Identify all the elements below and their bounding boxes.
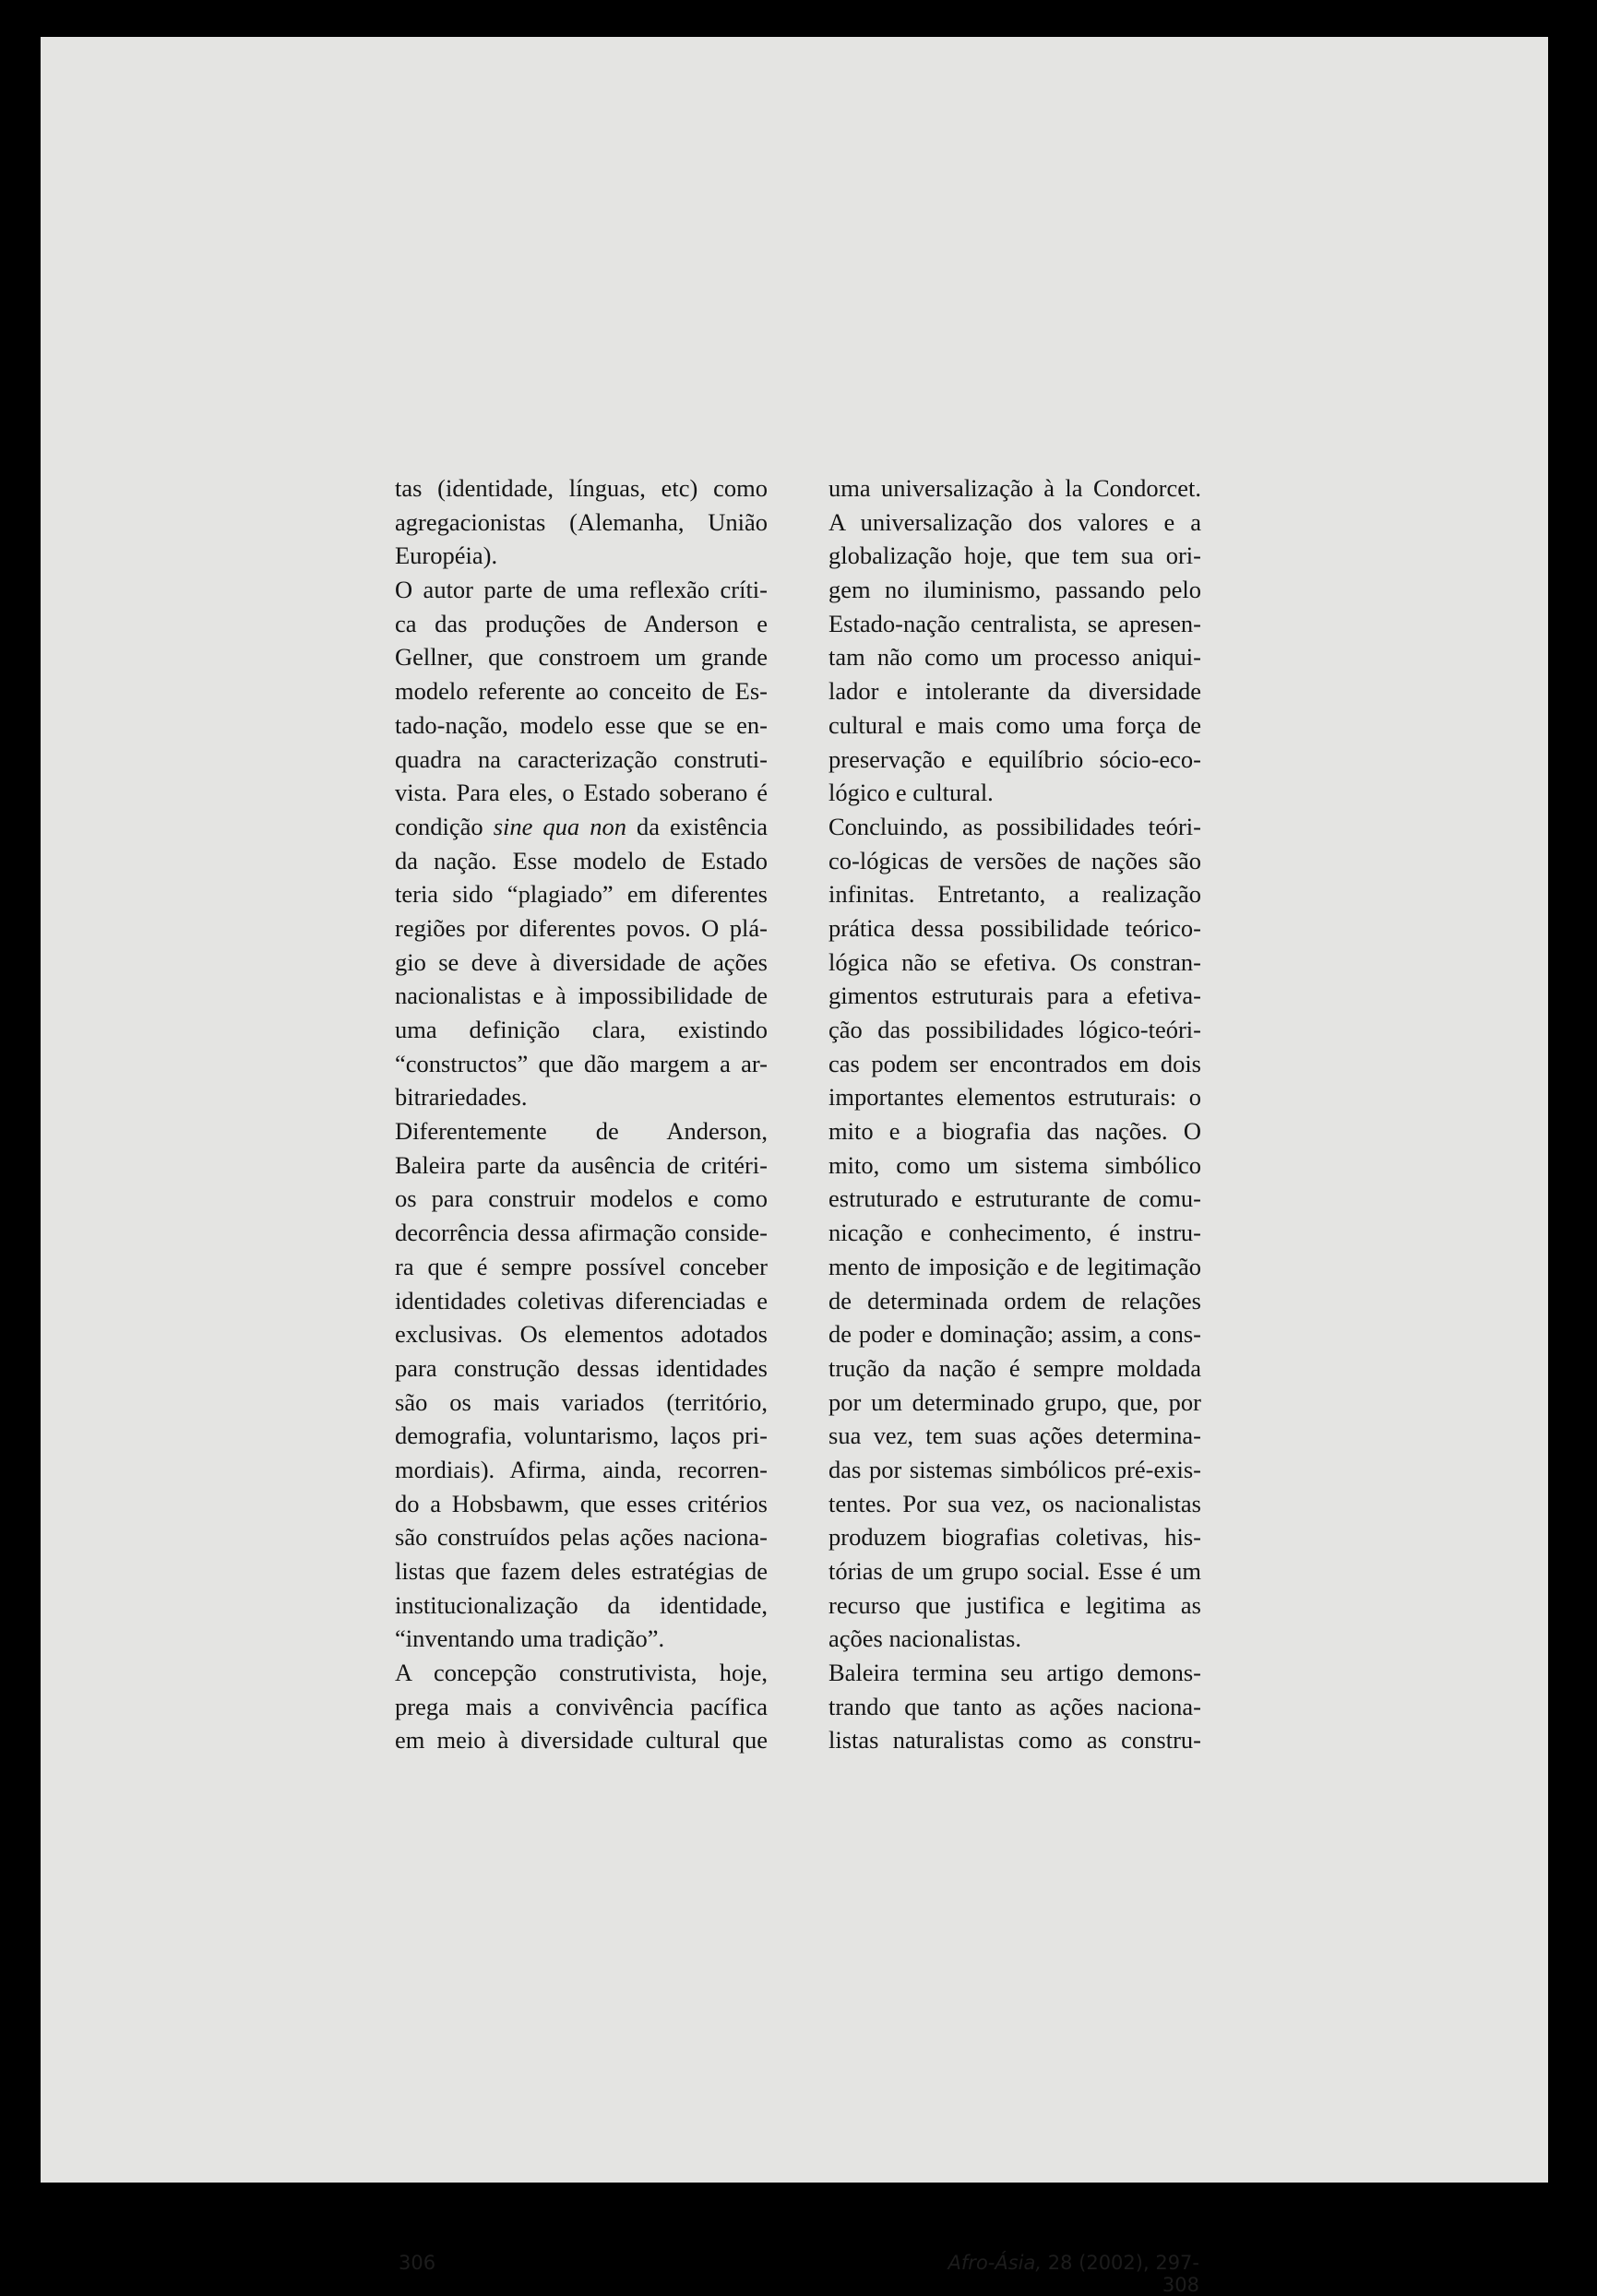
- text-line: ra que é sempre possível conceber: [395, 1252, 768, 1280]
- text-line: produzem biografias coletivas, his-: [828, 1523, 1201, 1552]
- text-line: das por sistemas simbólicos pré-exis-: [828, 1455, 1201, 1483]
- text-line: Baleira parte da ausência de critéri-: [395, 1150, 768, 1179]
- text-line: agregacionistas (Alemanha, União: [395, 507, 768, 536]
- text-line: ca das produções de Anderson e: [395, 609, 768, 637]
- text-line: de poder e dominação; assim, a cons-: [828, 1320, 1201, 1349]
- text-line: estruturado e estruturante de comu-: [828, 1184, 1201, 1213]
- text-line: os para construir modelos e como: [395, 1184, 768, 1213]
- text-line: mordiais). Afirma, ainda, recorren-: [395, 1455, 768, 1483]
- text-line: Estado-nação centralista, se apresen-: [828, 609, 1201, 637]
- text-line: condição sine qua non da existência: [395, 812, 768, 840]
- text-line: sua vez, tem suas ações determina-: [828, 1422, 1201, 1450]
- text-line: tado-nação, modelo esse que se en-: [395, 710, 768, 739]
- text-line: co-lógicas de versões de nações são: [828, 846, 1201, 874]
- text-line: uma definição clara, existindo: [395, 1016, 768, 1043]
- right-text-column: [828, 471, 1201, 1757]
- text-line: teria sido “plagiado” em diferentes: [395, 880, 768, 909]
- text-line: são construídos pelas ações naciona-: [395, 1523, 768, 1552]
- text-line: demografia, voluntarismo, laços pri-: [395, 1422, 768, 1450]
- text-line: prega mais a convivência pacífica: [395, 1692, 768, 1720]
- text-line: prática dessa possibilidade teórico-: [828, 913, 1201, 942]
- text-line: identidades coletivas diferenciadas e: [395, 1286, 768, 1315]
- text-line: Gellner, que constroem um grande: [395, 643, 768, 672]
- text-line: vista. Para eles, o Estado soberano é: [395, 779, 768, 807]
- text-line: da nação. Esse modelo de Estado: [395, 846, 768, 874]
- text-line: tentes. Por sua vez, os nacionalistas: [828, 1489, 1201, 1517]
- text-line: gimentos estruturais para a efetiva-: [828, 981, 1201, 1010]
- text-line: A universalização dos valores e a: [828, 507, 1201, 536]
- text-line: “constructos” que dão margem a ar-: [395, 1049, 768, 1077]
- journal-name: Afro-Ásia,: [947, 2252, 1043, 2274]
- text-line: importantes elementos estruturais: o: [828, 1083, 1201, 1112]
- text-line: de determinada ordem de relações: [828, 1286, 1201, 1315]
- text-line: nicação e conhecimento, é instru-: [828, 1219, 1201, 1247]
- journal-citation: [923, 2252, 1199, 2296]
- text-line: infinitas. Entretanto, a realização: [828, 880, 1201, 909]
- text-line: “inventando uma tradição”.: [395, 1624, 665, 1653]
- text-line: tórias de um grupo social. Esse é um: [828, 1557, 1201, 1585]
- text-line: lógica não se efetiva. Os constran-: [828, 947, 1201, 976]
- text-line: cas podem ser encontrados em dois: [828, 1049, 1201, 1077]
- page-number: 306: [399, 2252, 436, 2274]
- text-line: mento de imposição e de legitimação: [828, 1252, 1201, 1280]
- text-line: regiões por diferentes povos. O plá-: [395, 913, 768, 942]
- text-line: nacionalistas e à impossibilidade de: [395, 981, 768, 1010]
- text-line: ção das possibilidades lógico-teóri-: [828, 1016, 1201, 1043]
- text-line: do a Hobsbawm, que esses critérios: [395, 1489, 768, 1517]
- page-sheet: [41, 37, 1548, 2183]
- text-line: lador e intolerante da diversidade: [828, 677, 1201, 706]
- text-line: lógico e cultural.: [828, 779, 994, 807]
- text-line: por um determinado grupo, que, por: [828, 1387, 1201, 1416]
- text-line: bitrariedades.: [395, 1083, 528, 1112]
- text-line: trução da nação é sempre moldada: [828, 1353, 1201, 1382]
- text-line: Européia).: [395, 541, 498, 570]
- text-line: tam não como um processo aniqui-: [828, 643, 1201, 672]
- left-text-column: [395, 471, 768, 1757]
- text-line: tas (identidade, línguas, etc) como: [395, 474, 768, 502]
- text-line: cultural e mais como uma força de: [828, 710, 1201, 739]
- text-line: gio se deve à diversidade de ações: [395, 947, 768, 976]
- text-line: gem no iluminismo, passando pelo: [828, 576, 1201, 604]
- text-line: mito e a biografia das nações. O: [828, 1117, 1201, 1146]
- journal-issue: 28 (2002), 297-308: [1047, 2252, 1199, 2296]
- text-line: decorrência dessa afirmação conside-: [395, 1219, 768, 1247]
- text-line: globalização hoje, que tem sua ori-: [828, 541, 1201, 570]
- text-line: ações nacionalistas.: [828, 1624, 1021, 1653]
- text-line: A concepção construtivista, hoje,: [395, 1659, 768, 1687]
- text-line: mito, como um sistema simbólico: [828, 1150, 1201, 1179]
- text-line: O autor parte de uma reflexão críti-: [395, 576, 768, 604]
- text-line: preservação e equilíbrio sócio-eco-: [828, 744, 1201, 773]
- text-line: para construção dessas identidades: [395, 1353, 768, 1382]
- text-line: exclusivas. Os elementos adotados: [395, 1320, 768, 1349]
- text-line: Concluindo, as possibilidades teóri-: [828, 812, 1201, 840]
- text-line: quadra na caracterização construti-: [395, 744, 768, 773]
- text-line: em meio à diversidade cultural que: [395, 1726, 768, 1755]
- text-line: Diferentemente de Anderson,: [395, 1117, 768, 1146]
- text-line: uma universalização à la Condorcet.: [828, 474, 1201, 502]
- text-line: institucionalização da identidade,: [395, 1590, 768, 1619]
- text-line: modelo referente ao conceito de Es-: [395, 677, 768, 706]
- text-line: listas naturalistas como as constru-: [828, 1726, 1201, 1755]
- text-line: listas que fazem deles estratégias de: [395, 1557, 768, 1585]
- text-line: são os mais variados (território,: [395, 1387, 768, 1416]
- text-line: Baleira termina seu artigo demons-: [828, 1659, 1201, 1687]
- text-line: recurso que justifica e legitima as: [828, 1590, 1201, 1619]
- text-line: trando que tanto as ações naciona-: [828, 1692, 1201, 1720]
